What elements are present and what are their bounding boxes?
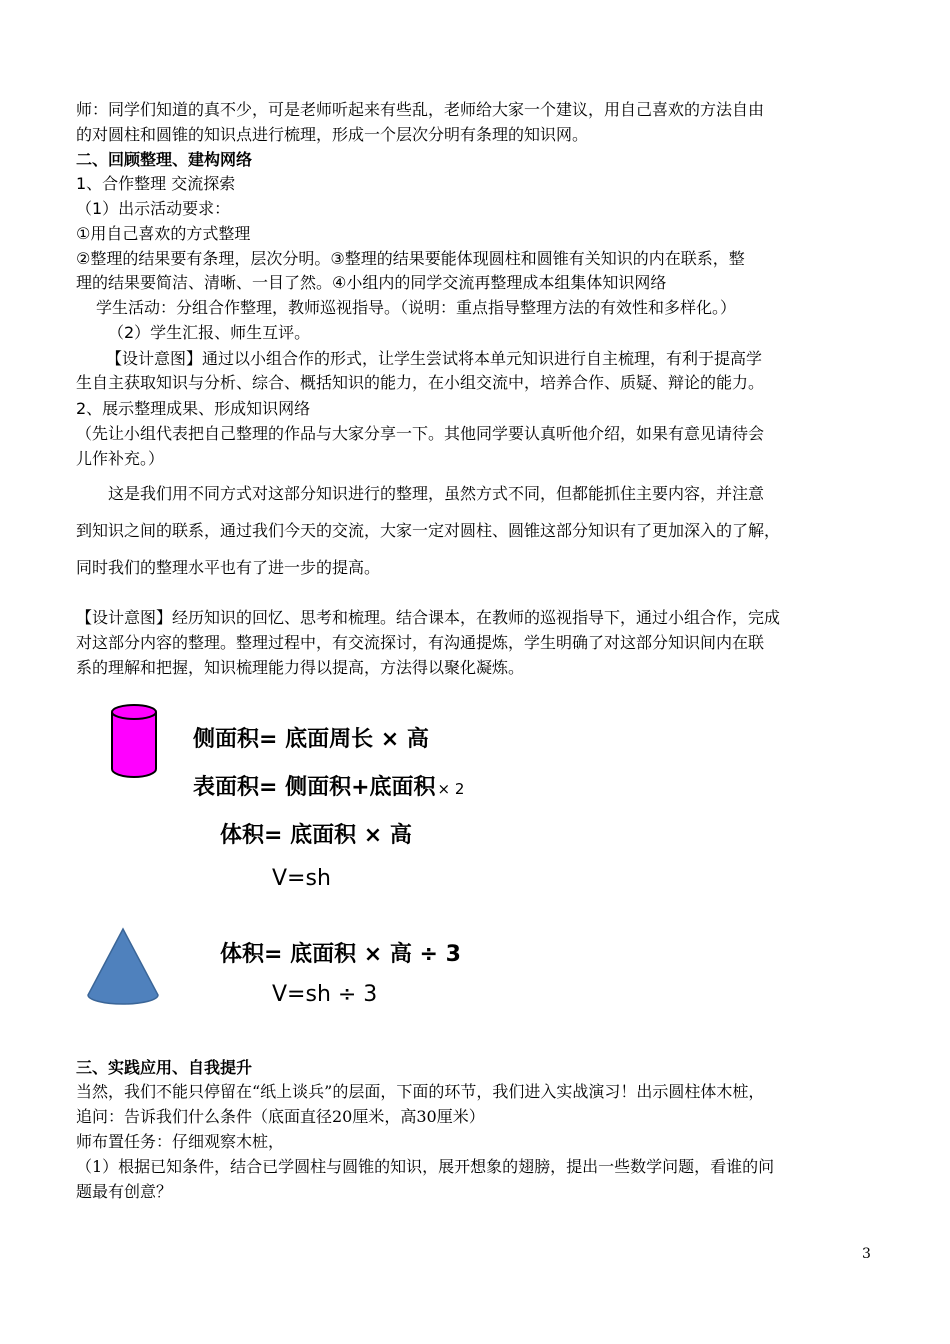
formula-cylinder-v: V=sh	[272, 866, 331, 891]
para-line: （2）学生汇报、师生互评。	[108, 323, 311, 342]
list-item: ①用自己喜欢的方式整理	[76, 224, 251, 243]
page-number: 3	[862, 1246, 871, 1262]
para-line: 题最有创意？	[76, 1182, 173, 1201]
design-intent: 生自主获取知识与分析、综合、概括知识的能力，在小组交流中，培养合作、质疑、辩论的能力。	[76, 373, 765, 392]
para-line: 师：同学们知道的真不少，可是老师听起来有些乱，老师给大家一个建议，用自己喜欢的方法自由	[76, 100, 765, 119]
cone-shape	[84, 925, 164, 1007]
para-line: （先让小组代表把自己整理的作品与大家分享一下。其他同学要认真听他介绍，如果有意见请待会	[76, 424, 765, 443]
para-line: 学生活动：分组合作整理，教师巡视指导。（说明：重点指导整理方法的有效性和多样化。）	[96, 298, 737, 317]
para-line: 儿作补充。）	[76, 449, 165, 468]
para-line: （1）出示活动要求：	[76, 199, 231, 218]
para-line: 这是我们用不同方式对这部分知识进行的整理，虽然方式不同，但都能抓住主要内容，并注意	[108, 484, 765, 503]
formula-cone-volume: 体积= 底面积 × 高 ÷ 3	[220, 942, 461, 967]
cylinder-shape	[108, 703, 160, 779]
para-line: 追问：告诉我们什么条件（底面直径20厘米，高30厘米）	[76, 1107, 485, 1126]
formula-cone-v: V=sh ÷ 3	[272, 982, 378, 1007]
design-intent: 对这部分内容的整理。整理过程中，有交流探讨，有沟通提炼，学生明确了对这部分知识间内在联	[76, 633, 765, 652]
design-intent: 系的理解和把握，知识梳理能力得以提高，方法得以聚化凝炼。	[76, 658, 525, 677]
para-line: 同时我们的整理水平也有了进一步的提高。	[76, 558, 381, 577]
formula-cylinder-volume: 体积= 底面积 × 高	[220, 823, 412, 848]
design-intent: 【设计意图】通过以小组合作的形式，让学生尝试将本单元知识进行自主梳理，有利于提高学	[106, 349, 763, 368]
para-line: 的对圆柱和圆锥的知识点进行梳理，形成一个层次分明有条理的知识网。	[76, 125, 589, 144]
section-heading: 三、实践应用、自我提升	[76, 1058, 253, 1077]
formula-lateral-area: 侧面积= 底面周长 × 高	[193, 727, 429, 752]
para-line: 当然，我们不能只停留在“纸上谈兵”的层面，下面的环节，我们进入实战演习！出示圆柱体木桩，	[76, 1082, 765, 1101]
para-line: （1）根据已知条件，结合已学圆柱与圆锥的知识，展开想象的翅膀，提出一些数学问题，看谁的问	[76, 1157, 775, 1176]
para-line: 到知识之间的联系，通过我们今天的交流，大家一定对圆柱、圆锥这部分知识有了更加深入的了解，	[76, 521, 781, 540]
formula-surface-area: 表面积= 侧面积+底面积 × 2	[193, 775, 465, 800]
subheading: 2、展示整理成果、形成知识网络	[76, 399, 311, 418]
section-heading: 二、回顾整理、建构网络	[76, 150, 253, 169]
list-item: 理的结果要简洁、清晰、一目了然。④小组内的同学交流再整理成本组集体知识网络	[76, 273, 667, 292]
para-line: 师布置任务：仔细观察木桩，	[76, 1132, 285, 1151]
design-intent: 【设计意图】经历知识的回忆、思考和梳理。结合课本，在教师的巡视指导下，通过小组合作，完成	[76, 608, 781, 627]
list-item: ②整理的结果要有条理，层次分明。③整理的结果要能体现圆柱和圆锥有关知识的内在联系，整	[76, 249, 745, 268]
subheading: 1、合作整理 交流探索	[76, 174, 236, 193]
